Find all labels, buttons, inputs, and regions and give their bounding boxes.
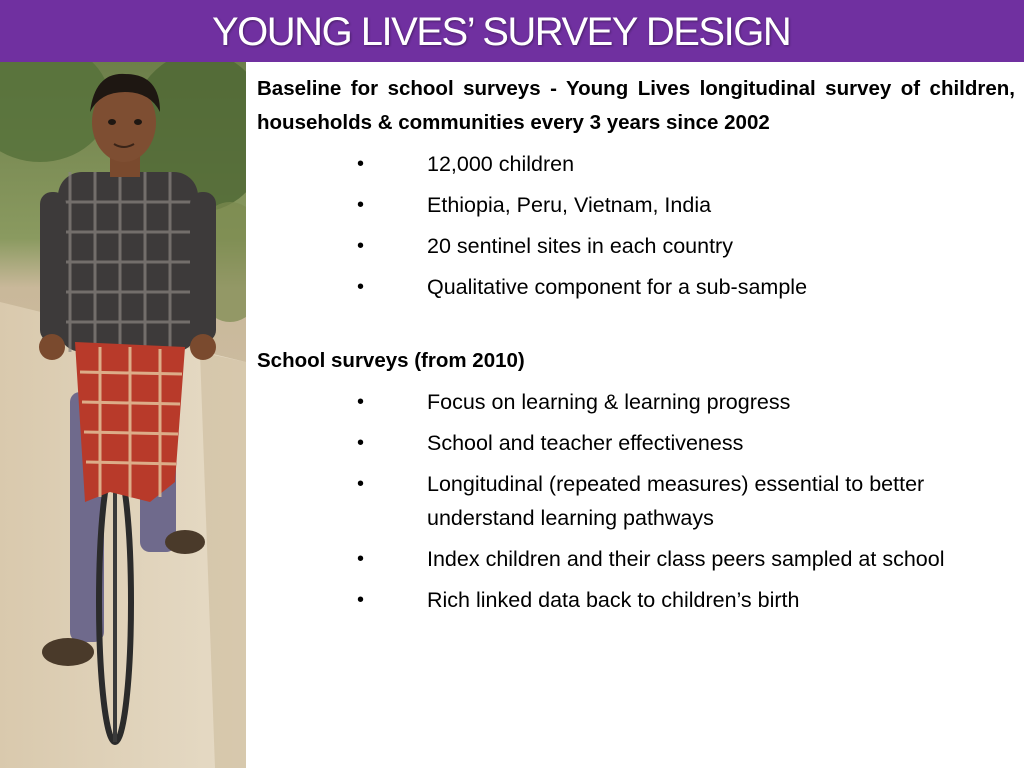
spacer (257, 304, 1015, 338)
list-item: • Qualitative component for a sub-sample (257, 270, 1015, 304)
list-item: • Longitudinal (repeated measures) essential to better understand learning pathways (257, 467, 1015, 535)
baseline-bullet-list (257, 147, 1015, 304)
baseline-intro: Baseline for school surveys - Young Lives longitudinal survey of children, households & communities every 3 years since 2002 (257, 77, 1015, 134)
school-surveys-heading: School surveys (from 2010) (257, 349, 525, 372)
bullet-icon: • (357, 235, 365, 257)
list-item: • Rich linked data back to children’s birth (257, 583, 1015, 617)
bullet-icon: • (357, 153, 365, 175)
list-item: • Ethiopia, Peru, Vietnam, India (257, 188, 1015, 222)
list-item: • 12,000 children (257, 147, 1015, 181)
bullet-icon: • (357, 432, 365, 454)
bullet-icon: • (357, 391, 365, 413)
list-item: • School and teacher effectiveness (257, 426, 1015, 460)
title-bar (0, 0, 1024, 62)
content-area (257, 72, 1015, 617)
bullet-icon: • (357, 589, 365, 611)
school-surveys-bullet-list (257, 385, 1015, 617)
bullet-icon: • (357, 548, 365, 570)
bullet-icon: • (357, 194, 365, 216)
list-item: • Index children and their class peers sampled at school (257, 542, 1015, 576)
boy-on-bicycle-photo (0, 62, 246, 768)
bullet-icon: • (357, 473, 365, 495)
list-item: • 20 sentinel sites in each country (257, 229, 1015, 263)
list-item: • Focus on learning & learning progress (257, 385, 1015, 419)
bullet-icon: • (357, 276, 365, 298)
slide-title: YOUNG LIVES’ SURVEY DESIGN (212, 10, 791, 54)
